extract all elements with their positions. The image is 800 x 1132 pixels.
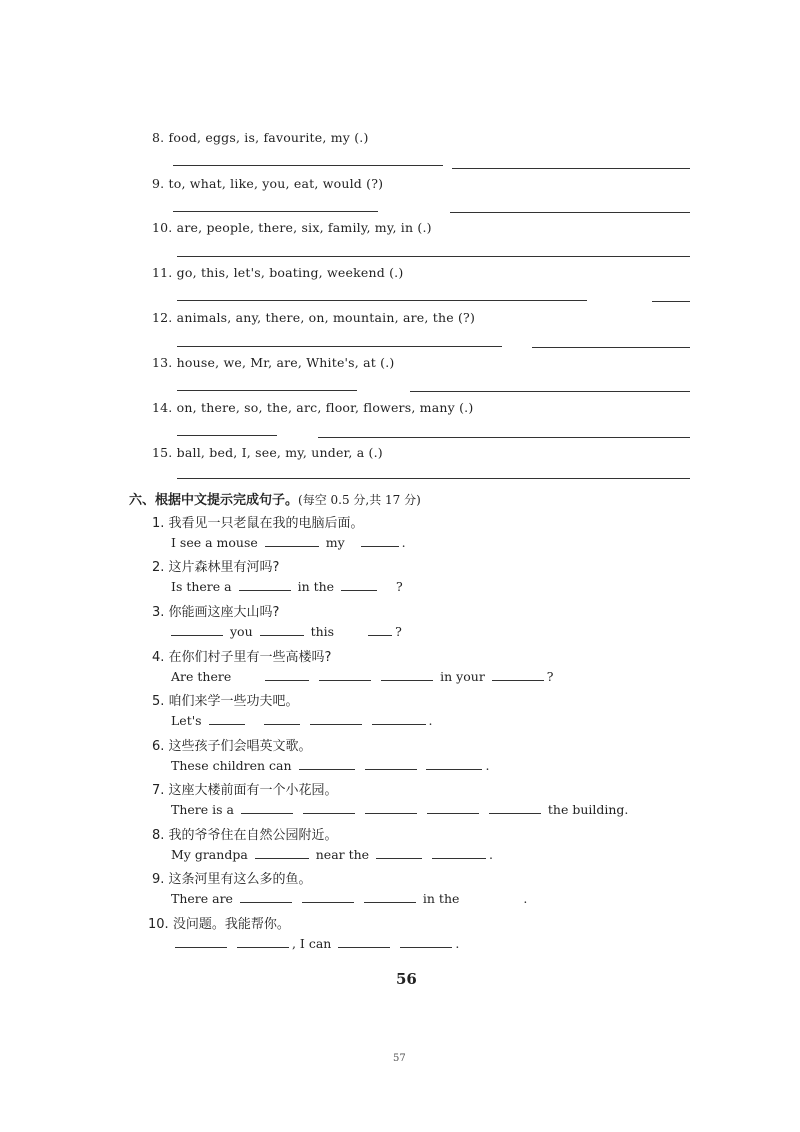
chinese-prompt: 这些孩子们会唱英文歌。 [168, 739, 312, 754]
item-number: 9. [152, 872, 165, 887]
item-number: 13. [152, 355, 173, 370]
translate-item-10-prompt [148, 913, 290, 932]
chinese-prompt: 没问题。我能帮你。 [172, 917, 290, 932]
item-words: to, what, like, you, eat, would (?) [168, 176, 384, 191]
blank[interactable] [319, 668, 371, 681]
item-words: are, people, there, six, family, my, in (.) [176, 220, 432, 235]
item-number: 8. [152, 828, 165, 843]
reorder-item-13 [152, 355, 395, 370]
translate-item-1-prompt [152, 512, 364, 531]
translate-item-2-prompt [152, 556, 279, 575]
translate-item-3-prompt [152, 601, 279, 620]
translate-item-6-answer: These children can . [171, 758, 490, 773]
section-score-note: (每空 0.5 分,共 17 分) [298, 493, 421, 507]
item-number: 15. [152, 445, 173, 460]
blank[interactable] [492, 668, 544, 681]
answer-line[interactable] [452, 168, 690, 169]
answer-line[interactable] [173, 211, 378, 212]
blank[interactable] [299, 757, 355, 770]
blank[interactable] [365, 801, 417, 814]
item-number: 6. [152, 739, 165, 754]
item-number: 5. [152, 694, 165, 709]
translate-item-3-answer: you this ? [171, 623, 402, 639]
item-number: 2. [152, 560, 165, 575]
translate-item-9-answer: There are in the . [171, 891, 528, 906]
answer-line[interactable] [450, 212, 690, 213]
section-heading [129, 489, 421, 508]
translate-item-4-prompt [152, 646, 331, 665]
translate-item-8-answer: My grandpa near the . [171, 847, 494, 862]
chinese-prompt: 你能画这座大山吗? [168, 605, 280, 620]
answer-line[interactable] [177, 435, 277, 436]
reorder-item-11 [152, 265, 403, 280]
translate-item-5-answer: Let's . [171, 713, 433, 728]
answer-line[interactable] [652, 301, 690, 302]
blank[interactable] [260, 623, 304, 636]
translate-item-1-answer: I see a mouse my . [171, 535, 406, 550]
blank[interactable] [426, 757, 482, 770]
chinese-prompt: 在你们村子里有一些高楼吗? [168, 650, 332, 665]
blank[interactable] [240, 890, 292, 903]
answer-line[interactable] [177, 390, 357, 391]
blank[interactable] [237, 935, 289, 948]
blank[interactable] [255, 846, 309, 859]
translate-item-2-answer: Is there a in the ? [171, 579, 403, 594]
item-words: animals, any, there, on, mountain, are, the (?) [176, 310, 476, 325]
blank[interactable] [364, 890, 416, 903]
translate-item-8-prompt [152, 824, 338, 843]
blank[interactable] [365, 757, 417, 770]
blank[interactable] [310, 712, 362, 725]
blank[interactable] [302, 890, 354, 903]
translate-item-9-prompt [152, 868, 312, 887]
item-number: 10. [148, 917, 169, 932]
blank[interactable] [209, 712, 245, 725]
answer-line[interactable] [173, 165, 443, 166]
chinese-prompt: 这片森林里有河吗? [168, 560, 280, 575]
translate-item-7-answer: There is a the building. [171, 802, 629, 817]
blank[interactable] [341, 578, 377, 591]
section-title: 六、根据中文提示完成句子。 [129, 493, 299, 508]
reorder-item-8 [152, 130, 369, 145]
translate-item-4-answer: Are there in your ? [171, 669, 554, 684]
blank[interactable] [381, 668, 433, 681]
reorder-item-15 [152, 445, 383, 460]
item-words: go, this, let's, boating, weekend (.) [176, 265, 404, 280]
reorder-item-12 [152, 310, 475, 325]
reorder-item-14 [152, 400, 473, 415]
item-number: 4. [152, 650, 165, 665]
answer-line[interactable] [177, 300, 587, 301]
blank[interactable] [372, 712, 426, 725]
chinese-prompt: 这座大楼前面有一个小花园。 [168, 783, 338, 798]
reorder-item-9 [152, 176, 383, 191]
footer-number: 57 [393, 1053, 406, 1064]
item-words: house, we, Mr, are, White's, at (.) [176, 355, 395, 370]
chinese-prompt: 这条河里有这么多的鱼。 [168, 872, 312, 887]
blank[interactable] [171, 623, 223, 636]
item-words: ball, bed, I, see, my, under, a (.) [176, 445, 383, 460]
blank[interactable] [265, 668, 309, 681]
blank[interactable] [265, 534, 319, 547]
blank[interactable] [489, 801, 541, 814]
answer-line[interactable] [177, 478, 690, 479]
answer-line[interactable] [410, 391, 690, 392]
blank[interactable] [241, 801, 293, 814]
chinese-prompt: 我看见一只老鼠在我的电脑后面。 [168, 516, 364, 531]
chinese-prompt: 我的爷爷住在自然公园附近。 [168, 828, 338, 843]
translate-item-6-prompt [152, 735, 312, 754]
item-number: 3. [152, 605, 165, 620]
item-number: 7. [152, 783, 165, 798]
blank[interactable] [368, 623, 392, 636]
blank[interactable] [264, 712, 300, 725]
blank[interactable] [303, 801, 355, 814]
blank[interactable] [239, 578, 291, 591]
item-number: 14. [152, 400, 173, 415]
answer-line[interactable] [177, 256, 690, 257]
blank[interactable] [338, 935, 390, 948]
blank[interactable] [376, 846, 422, 859]
blank[interactable] [427, 801, 479, 814]
item-number: 8. [152, 130, 165, 145]
translate-item-7-prompt [152, 779, 338, 798]
answer-line[interactable] [177, 346, 502, 347]
translate-item-5-prompt [152, 690, 299, 709]
blank[interactable] [175, 935, 227, 948]
translate-item-10-answer: , I can . [175, 935, 459, 951]
answer-line[interactable] [532, 347, 690, 348]
blank[interactable] [400, 935, 452, 948]
item-words: on, there, so, the, arc, floor, flowers, many (.) [176, 400, 474, 415]
blank[interactable] [361, 534, 399, 547]
answer-line[interactable] [318, 437, 690, 438]
page-number: 56 [396, 970, 417, 988]
item-number: 9. [152, 176, 165, 191]
item-words: food, eggs, is, favourite, my (.) [168, 130, 369, 145]
item-number: 12. [152, 310, 173, 325]
item-number: 11. [152, 265, 173, 280]
reorder-item-10 [152, 220, 432, 235]
chinese-prompt: 咱们来学一些功夫吧。 [168, 694, 299, 709]
blank[interactable] [432, 846, 486, 859]
item-number: 1. [152, 516, 165, 531]
item-number: 10. [152, 220, 173, 235]
